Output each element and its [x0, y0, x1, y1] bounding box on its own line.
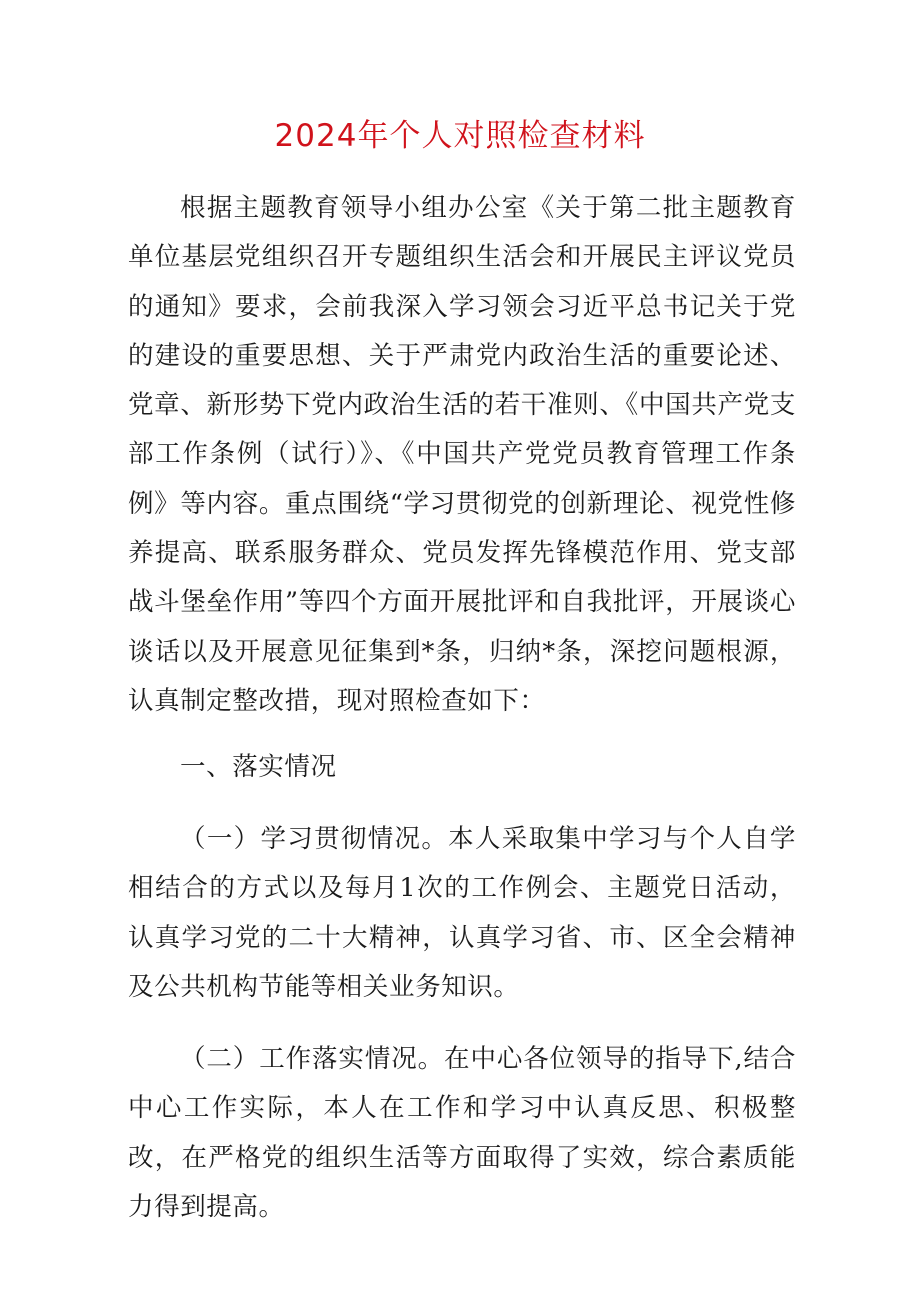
paragraph-work-implementation: （二）工作落实情况。在中心各位领导的指导下,结合中心工作实际，本人在工作和学习中认真反思、积极整改，在严格党的组织生活等方面取得了实效，综合素质能力得到提高。 [128, 1044, 796, 1222]
section-heading-implementation: 一、落实情况 [180, 752, 337, 782]
intro-paragraph: 根据主题教育领导小组办公室《关于第二批主题教育单位基层党组织召开专题组织生活会和开展民主评议党员的通知》要求，会前我深入学习领会习近平总书记关于党的建设的重要思想、关于严肃党内政治生活的重要论述、党章、新形势下党内政治生活的若干准则、《中国共产党支部工作条例（试行）》、《中国共产党党员教育管理工作条例》等内容。重点围绕“学习贯彻党的创新理论、视党性修养提高、联系服务群众、党员发挥先锋模范作用、党支部战斗堡垒作用”等四个方面开展批评和自我批评，开展谈心谈话以及开展意见征集到*条，归纳*条，深挖问题根源，认真制定整改措，现对照检查如下： [128, 193, 796, 716]
paragraph-study-implementation: （一）学习贯彻情况。本人采取集中学习与个人自学相结合的方式以及每月1次的工作例会、主题党日活动，认真学习党的二十大精神，认真学习省、市、区全会精神及公共机构节能等相关业务知识。 [128, 824, 796, 1002]
document-title: 2024年个人对照检查材料 [274, 118, 646, 154]
